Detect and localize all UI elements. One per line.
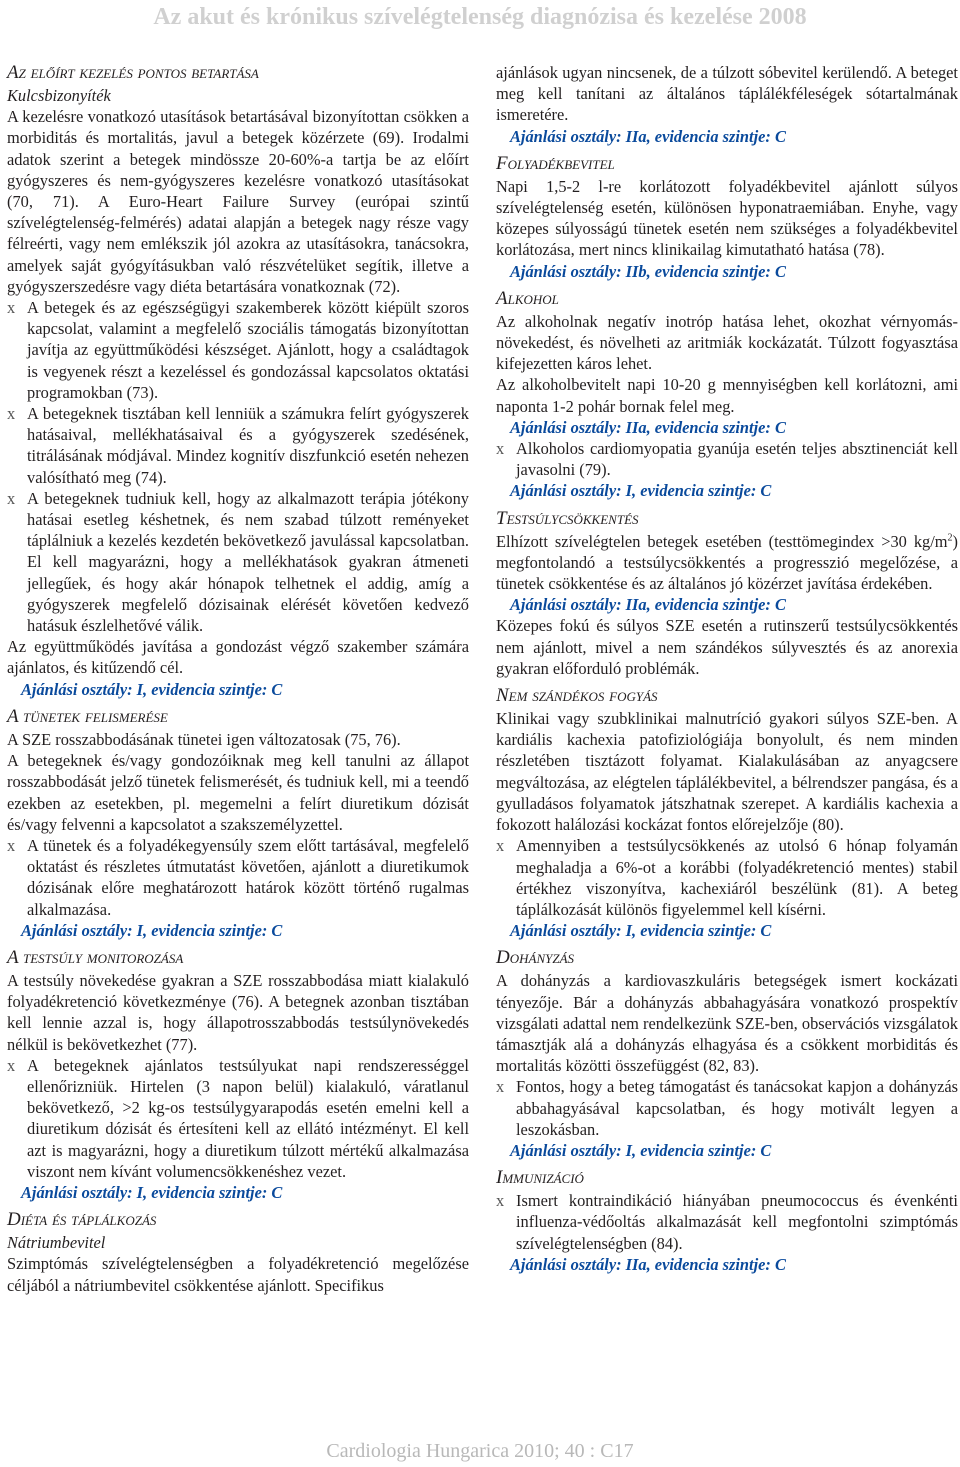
section-title-weight-reduction: Testsúlycsökkentés [496,507,639,529]
subheading-sodium: Nátriumbevitel [7,1233,106,1253]
recommendation-class: Ajánlási osztály: IIa, evidencia szintje: C [510,1254,786,1274]
paragraph: Az alkoholnak negatív inotróp hatása lehet, okozhat vérnyomás-növekedést, és növelheti az aritmiák kockázatát. Túlzott fogyasztása kifejezetten káros lehet. [496,311,958,374]
left-column [7,62,469,1296]
paragraph: A SZE rosszabbodásának tünetei igen változatosak (75, 76). [7,729,401,749]
recommendation-class: Ajánlási osztály: IIa, evidencia szintje: C [510,595,786,615]
paragraph: Szimptómás szívelégtelenségben a folyadékretenció megelőzése céljából a nátriumbevitel csökkentése ajánlott. Specifikus [7,1254,469,1295]
bullet-item: x A betegeknek tisztában kell lenniük a számukra felírt gyógyszerek hatásaival, mellékhatásaival és a gyógyszerek szedésének, titrálásának módjával. Mindez kognitív diszfunkció esetén nehezen valósítható meg (74). [7,403,469,488]
section-title-immunization: Immunizáció [496,1167,584,1189]
section-title-weight-monitoring: A testsúly monitorozása [7,946,184,968]
text-run: Elhízott szívelégtelen betegek esetében (testtömegindex >30 kg/m [496,531,948,551]
section-title-diet: Diéta és táplálkozás [7,1209,157,1231]
section-title-smoking: Dohányzás [496,947,575,969]
superscript: 2 [947,532,953,544]
recommendation-class: Ajánlási osztály: I, evidencia szintje: C [21,1182,283,1202]
recommendation-class: Ajánlási osztály: I, evidencia szintje: C [510,921,772,941]
paragraph: Közepes fokú és súlyos SZE esetén a rutinszerű testsúlycsökkentés nem ajánlott, mivel a nem szándékos súlyvesztés és az anorexia gyakran előforduló problémák. [496,616,958,678]
recommendation-class: Ajánlási osztály: I, evidencia szintje: C [21,920,283,940]
journal-citation-footer: Cardiologia Hungarica 2010; 40 : C17 [326,1440,634,1462]
section-title-weight-loss: Nem szándékos fogyás [496,685,658,707]
text-run: ) megfontolandó a testsúlycsökkentés a progresszió megelőzése, a tünetek csökkentése és az általános jó közérzet javítása érdekében. [496,531,958,594]
recommendation-class: Ajánlási osztály: IIa, evidencia szintje: C [510,417,786,437]
paragraph: Az alkoholbevitelt napi 10-20 g mennyiségben kell korlátozni, ami naponta 1-2 pohár bornak felel meg. [496,375,958,416]
paragraph: Napi 1,5-2 l-re korlátozott folyadékbevitel ajánlott súlyos szívelégtelenség esetén, különösen hyponatraemiában. Enyhe, vagy közepes súlyosságú tünetek esetén nem szükséges a folyadékbevitel korlátozása, mert nincs klinikailag kimutatható hatása (78). [496,176,958,260]
section-title-symptoms: A tünetek felismerése [7,705,168,727]
recommendation-class: Ajánlási osztály: I, evidencia szintje: C [510,1140,772,1160]
section-title-adherence: Az előírt kezelés pontos betartása [7,62,259,83]
recommendation-class: Ajánlási osztály: IIb, evidencia szintje: C [510,261,786,281]
bullet-item: x A betegeknek ajánlatos testsúlyukat napi rendszerességgel ellenőrizniük. Hirtelen (3 napon belül) kialakuló, váratlanul bekövetkező, >2 kg-os testsúlygyarapodás esetén emelni kell a diuretikum dózisát és értesíteni kell az ellátó intézményt. El kell azt is magyarázni, hogy a diuretikum túlzott mértékű alkalmazása viszont nem kívánt volumencsökkenéshez vezet. [7,1055,469,1182]
recommendation-class: Ajánlási osztály: I, evidencia szintje: C [510,481,772,501]
bullet-item: x Ismert kontraindikáció hiányában pneumococcus és évenkénti influenza-védőoltás alkalmazását kell megfontolni szimptómás szívelégtelenségben (84). [496,1190,958,1254]
paragraph: Klinikai vagy szubklinikai malnutríció gyakori súlyos SZE-ben. A kardiális kachexia patofiziológiája bonyolult, és nem minden részletében tisztázott folyamat. Kialakulásában az anyagcsere megváltozása, az elégtelen táplálékbevitel, a bélrendszer pangása, és a gyulladásos folyamatok játszhatnak szerepet. A kardiális kachexia a fokozott halálozási kockázat fontos előrejelzője (80). [496,709,958,835]
paragraph: ajánlások ugyan nincsenek, de a túlzott sóbevitel kerülendő. A beteget meg kell tanítani az általános táplálékféleségek sótartalmának ismeretére. [496,63,958,125]
running-header: Az akut és krónikus szívelégtelenség diagnózisa és kezelése 2008 [153,4,807,30]
paragraph: A testsúly növekedése gyakran a SZE rosszabbodása miatt kialakuló folyadékretenció következménye (76). A betegnek azonban tisztában kell lennie azzal is, hogy állapotrosszabbodás testsúlynövekedés nélkül is bekövetkezhet (77). [7,970,469,1054]
subheading-key-evidence: Kulcsbizonyíték [7,86,111,105]
bullet-item: x A betegeknek tudniuk kell, hogy az alkalmazott terápia jótékony hatásai esetleg késhetnek, és nem szabad túlzott reményeket táplálniuk a kezelés kezdetén bekövetkező javulással kapcsolatban. El kell magyarázni, hogy a mellékhatások gyakran átmeneti jellegűek, és hogy akár hónapok telhetnek el addig, amíg a gyógyszerek megfelelő dózisainak elérését követően kedvező hatásuk észlelhetővé válik. [7,488,469,636]
paragraph: Az együttműködés javítása a gondozást végző szakember számára ajánlatos, és kitűzendő cél. [7,637,469,678]
paragraph: A dohányzás a kardiovaszkuláris betegségek ismert kockázati tényezője. Bár a dohányzás abbahagyására vonatkozó prospektív vizsgálati adattal nem rendelkezünk SZE-ben, observációs vizsgálatok támasztják alá a dohányzás elhagyása és a csökkent morbiditás és mortalitás közötti összefüggést (82, 83). [496,971,958,1076]
section-title-fluid-intake: Folyadékbevitel [496,152,615,174]
paragraph [496,531,958,595]
bullet-item: x Amennyiben a testsúlycsökkenés az utolsó 6 hónap folyamán meghaladja a 6%-ot a korábbi (folyadékretenció mentes) stabil értékhez viszonyítva, kachexiáról beszélünk (81). A beteg táplálkozását különös figyelemmel kell kísérni. [496,835,958,920]
recommendation-class: Ajánlási osztály: IIa, evidencia szintje: C [510,126,786,146]
bullet-item: x A betegek és az egészségügyi szakemberek között kiépült szoros kapcsolat, valamint a megfelelő szociális támogatás bizonyítottan javítja az együttműködési készséget. Ajánlott, hogy a családtagok is vegyenek részt a kezeléssel és gondozással kapcsolatos oktatási programokban (73). [7,297,469,403]
recommendation-class: Ajánlási osztály: I, evidencia szintje: C [21,679,283,699]
bullet-item: x A tünetek és a folyadékegyensúly szem előtt tartásával, megfelelő oktatást és részletes útmutatást követően, ajánlott a diuretikumok dózisának előre meghatározott határok között történő rugalmas alkalmazása. [7,835,469,920]
bullet-item: x Fontos, hogy a beteg támogatást és tanácsokat kapjon a dohányzás abbahagyásával kapcsolatban, és hogy motivált legyen a leszokásban. [496,1076,958,1140]
paragraph: A kezelésre vonatkozó utasítások betartásával bizonyítottan csökken a morbiditás és mortalitás, javul a betegek közérzete (69). Irodalmi adatok szerint a betegek mindössze 20-60%-a tartja be az előírt gyógyszeres és nem-gyógyszeres kezelésre vonatkozó utasításokat (70, 71). A Euro-Heart Failure Survey (európai szintű szívelégtelenség-felmérés) adatai alapján a betegek nagy része vagy félreérti, vagy nem emlékszik jól azokra az utasításokra, tanácsokra, amelyek saját gyógyításukban való részvételüket segítik, illetve a gyógyszerszedésre vagy diéta betartására vonatkoznak (72). [7,107,469,296]
paragraph: A betegeknek és/vagy gondozóiknak meg kell tanulni az állapot rosszabbodását jelző tünetek felismerését, és tudniuk kell, mi a teendő ezekben az esetekben, pl. megemelni a felírt diuretikum dózisát és/vagy felvenni a kapcsolatot a szakszemélyzettel. [7,751,469,834]
section-title-alcohol: Alkohol [496,287,559,309]
right-column [496,62,958,1275]
bullet-item: x Alkoholos cardiomyopatia gyanúja esetén teljes absztinenciát kell javasolni (79). [496,438,958,480]
